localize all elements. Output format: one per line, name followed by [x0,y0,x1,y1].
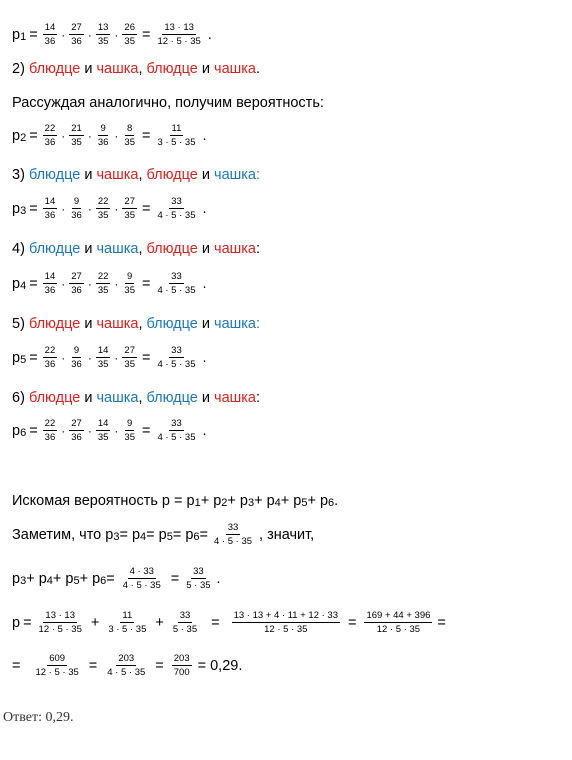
fraction: $\frac{22}{35}$ [97,196,109,221]
fraction-result: $\frac{33}{4 \cdot 5 \cdot 35}$ [157,418,196,443]
fraction: $\frac{11}{3 \cdot 5 \cdot 35}$ [108,610,147,635]
fraction: $\frac{22}{36}$ [44,345,56,370]
fraction: $\frac{8}{35}$ [124,123,135,148]
fraction: $\frac{27}{35}$ [124,345,135,370]
case-3: 3) блюдце и чашка , блюдце и чашка : [12,167,261,183]
formula-p6: p 6 = $\frac{22}{36}$ · $\frac{27}{36}$ · $\frac{14}{35}$ · $\frac{9}{35}$ = $\frac{33}{4 \cdot 5 \cdot 35}$ . [12,418,207,443]
fraction: $\frac{13 \cdot 13}{12 \cdot 5 \cdot 35}$ [38,610,82,635]
fraction: $\frac{9}{36}$ [97,123,109,148]
fraction-result: $\frac{33}{4 \cdot 5 \cdot 35}$ [157,271,196,296]
fraction: $\frac{33}{4 \cdot 5 \cdot 35}$ [214,522,253,547]
var: p [12,26,21,43]
fraction: $\frac{14}{35}$ [97,345,109,370]
fraction-result: $\frac{33}{4 \cdot 5 \cdot 35}$ [157,345,196,370]
fraction: $\frac{33}{5 \cdot 35}$ [186,566,211,591]
fraction: $\frac{13}{35}$ [97,22,109,47]
fraction-result: $\frac{13 \cdot 13}{12 \cdot 5 \cdot 35}$ [157,22,201,47]
fraction: $\frac{27}{36}$ [71,22,82,47]
fraction: $\frac{26}{35}$ [124,22,135,47]
fraction: $\frac{203}{4 \cdot 5 \cdot 35}$ [107,653,146,678]
sum-formula: p 3 + p 4 + p 5 + p 6 = $\frac{4 \cdot 33}{4 \cdot 5 \cdot 35}$ = $\frac{33}{5 \cdot 35}$ . [12,566,221,591]
fraction: $\frac{169 + 44 + 396}{12 \cdot 5 \cdot 35}$ [366,610,431,635]
fraction-result: $\frac{33}{4 \cdot 5 \cdot 35}$ [157,196,196,221]
total-formula-1: p = $\frac{13 \cdot 13}{12 \cdot 5 \cdot 35}$ + $\frac{11}{3 \cdot 5 \cdot 35}$ + $\frac{33}{5 \cdot 35}$ = $\frac{13 \cdot 13 + 4 \cdot 11 + 12 \cdot 33}{12 \cdot 5 \cdot 35}$ = $\frac{169 + 44 + 396}{12 \cdot 5 \cdot 35}$ = [12,610,446,635]
answer-text: Ответ: 0,29. [3,710,74,725]
fraction: $\frac{609}{12 \cdot 5 \cdot 35}$ [35,653,79,678]
case-5: 5) блюдце и чашка , блюдце и чашка : [12,316,261,332]
fraction: $\frac{27}{35}$ [124,196,135,221]
total-formula-2: = $\frac{609}{12 \cdot 5 \cdot 35}$ = $\frac{203}{4 \cdot 5 \cdot 35}$ = $\frac{203}{700}$ = 0,29. [12,653,243,678]
fraction: $\frac{203}{700}$ [173,653,190,678]
fraction: $\frac{9}{35}$ [124,271,135,296]
case-2: 2) блюдце и чашка , блюдце и чашка . [12,61,261,77]
formula-p5: p 5 = $\frac{22}{36}$ · $\frac{9}{36}$ · $\frac{14}{35}$ · $\frac{27}{35}$ = $\frac{33}{4 \cdot 5 \cdot 35}$ . [12,345,207,370]
fraction: $\frac{27}{36}$ [71,418,82,443]
case-4: 4) блюдце и чашка , блюдце и чашка : [12,241,261,257]
case-6: 6) блюдце и чашка , блюдце и чашка : [12,390,261,406]
text-similar: Рассуждая аналогично, получим вероятность: [12,95,324,111]
fraction: $\frac{14}{35}$ [97,418,109,443]
sub: 1 [20,30,27,43]
fraction-result: $\frac{11}{3 \cdot 5 \cdot 35}$ [157,123,196,148]
fraction: $\frac{13 \cdot 13 + 4 \cdot 11 + 12 \cdot 33}{12 \cdot 5 \cdot 35}$ [233,610,338,635]
fraction: $\frac{9}{36}$ [71,196,82,221]
fraction: $\frac{22}{35}$ [97,271,109,296]
fraction: $\frac{14}{36}$ [44,22,56,47]
fraction: $\frac{22}{36}$ [44,123,56,148]
sought-probability: Искомая вероятность p = p 1 + p 2 + p 3 + p 4 + p 5 + p 6 . [12,493,339,509]
fraction: $\frac{14}{36}$ [44,196,56,221]
fraction: $\frac{4 \cdot 33}{4 \cdot 5 \cdot 35}$ [122,566,161,591]
formula-p2: p 2 = $\frac{22}{36}$ · $\frac{21}{35}$ · $\frac{9}{36}$ · $\frac{8}{35}$ = $\frac{11}{3 \cdot 5 \cdot 35}$ . [12,123,207,148]
formula-p3: p 3 = $\frac{14}{36}$ · $\frac{9}{36}$ · $\frac{22}{35}$ · $\frac{27}{35}$ = $\frac{33}{4 \cdot 5 \cdot 35}$ . [12,196,207,221]
fraction: $\frac{27}{36}$ [71,271,82,296]
fraction: $\frac{9}{36}$ [71,345,82,370]
formula-p4: p 4 = $\frac{14}{36}$ · $\frac{27}{36}$ · $\frac{22}{35}$ · $\frac{9}{35}$ = $\frac{33}{4 \cdot 5 \cdot 35}$ . [12,271,207,296]
note-equal: Заметим, что p 3 = p 4 = p 5 = p 6 = $\frac{33}{4 \cdot 5 \cdot 35}$ , значит, [12,522,315,547]
fraction: $\frac{22}{36}$ [44,418,56,443]
fraction: $\frac{14}{36}$ [44,271,56,296]
fraction: $\frac{33}{5 \cdot 35}$ [172,610,198,635]
formula-p1: p 1 = $\frac{14}{36}$ · $\frac{27}{36}$ · $\frac{13}{35}$ · $\frac{26}{35}$ = $\frac{13 \cdot 13}{12 \cdot 5 \cdot 35}$ . [12,22,212,47]
fraction: $\frac{9}{35}$ [124,418,135,443]
fraction: $\frac{21}{35}$ [71,123,82,148]
